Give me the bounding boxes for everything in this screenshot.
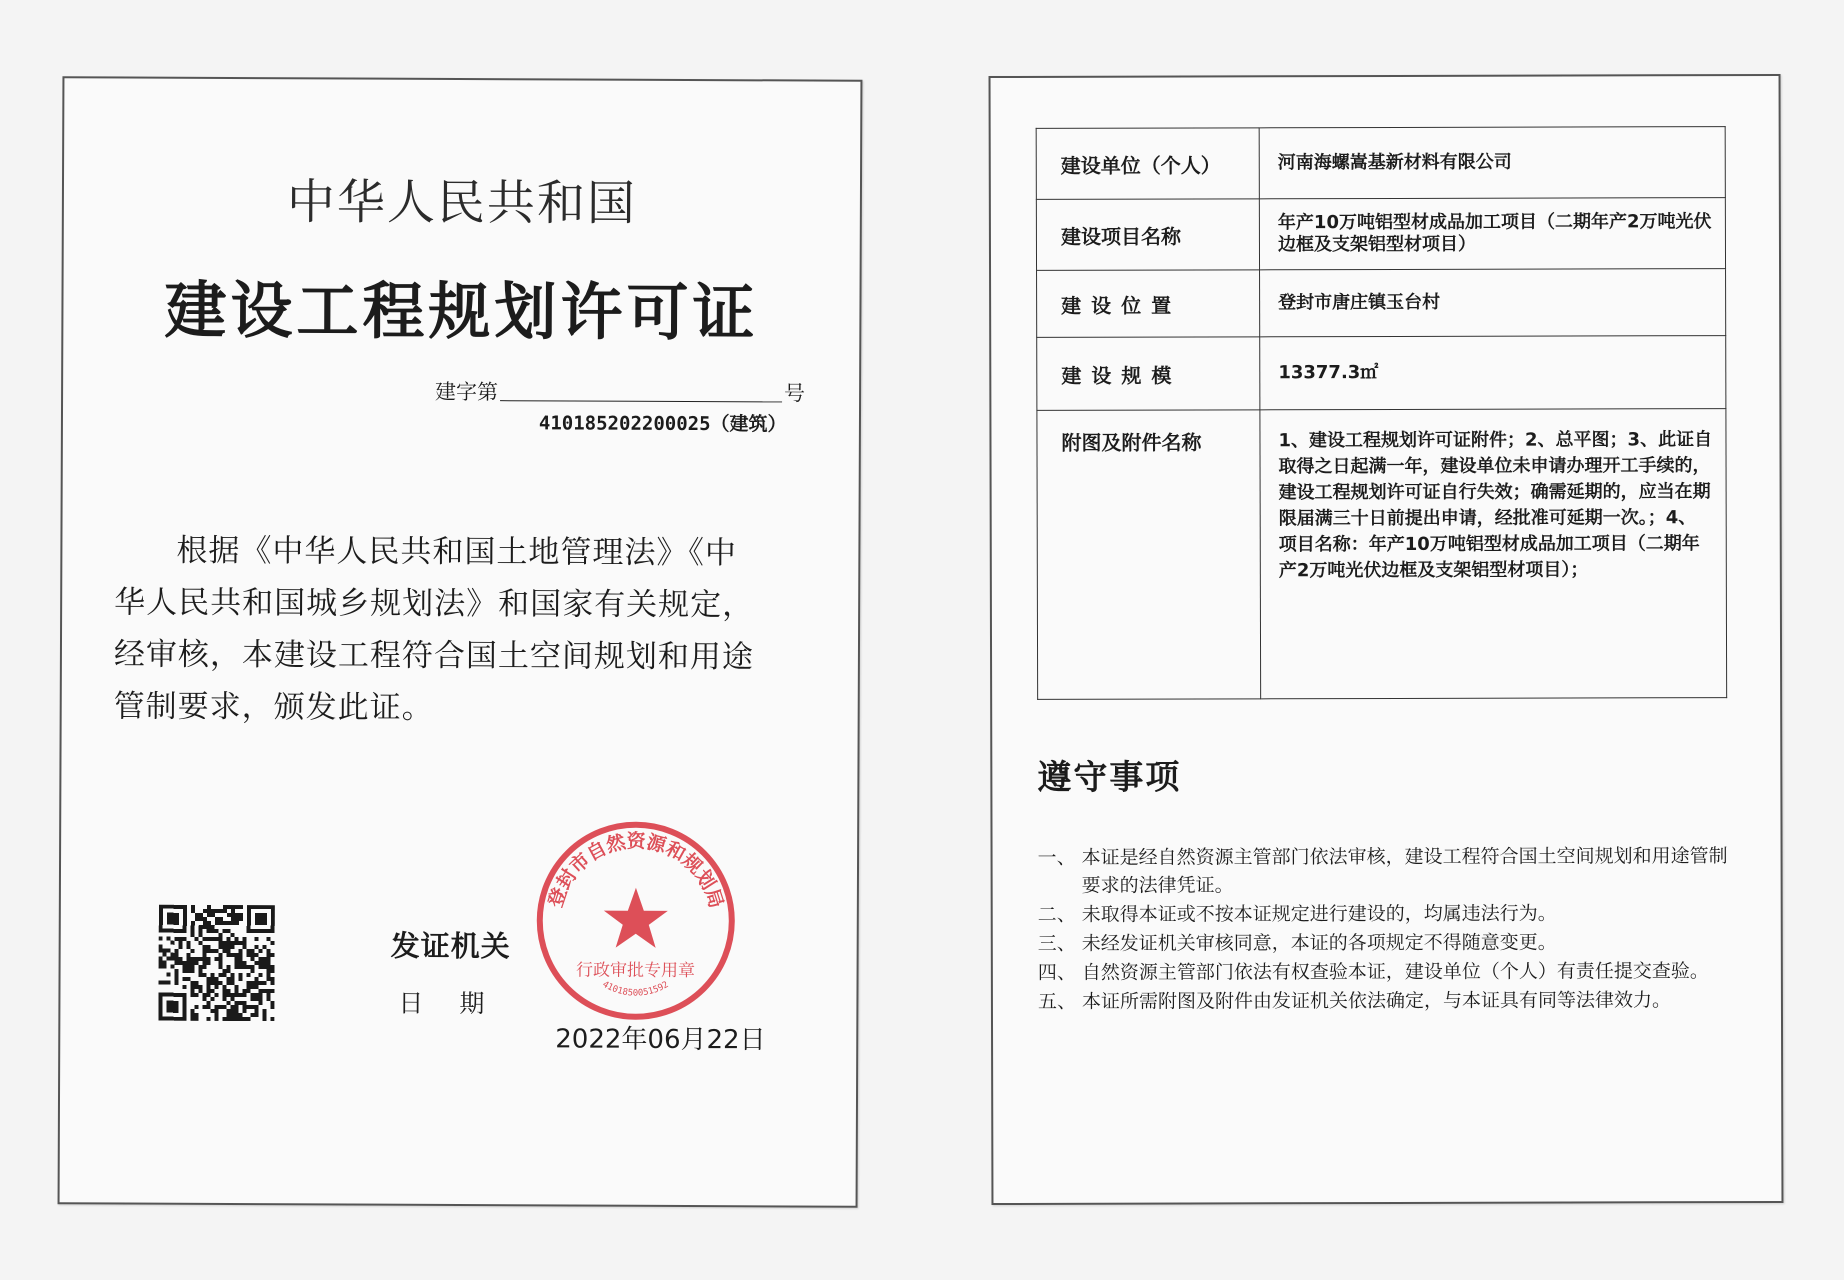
row-value: 1、建设工程规划许可证附件；2、总平图；3、此证自取得之日起满一年，建设单位未申请办理开工手续的，建设工程规划许可证自行失效；确需延期的，应当在期限届满三十日前提出申请，经批准可延期一次。；4、项目名称：年产10万吨铝型材成品加工项目（二期年产2万吨光伏边框及支架铝型材项目）；: [1260, 409, 1727, 699]
table-row: [1036, 127, 1725, 200]
project-info-table: [1036, 126, 1727, 700]
certificate-front-page: [58, 76, 863, 1207]
permit-number: 410185202200025（建筑）: [538, 412, 787, 436]
note-number: 一、: [1037, 846, 1076, 869]
seal-outer-text: 登封市自然资源和规划局: [544, 830, 728, 911]
note-number: 三、: [1037, 932, 1076, 955]
certificate-title: 建设工程规划许可证: [164, 273, 759, 350]
seal-inner-text: 行政审批专用章: [576, 960, 696, 982]
notes-title: 遵守事项: [1037, 757, 1182, 798]
row-value: 13377.3㎡: [1260, 336, 1726, 410]
seal-code: 4101850051592: [600, 979, 671, 999]
table-row: [1037, 336, 1726, 411]
body-line: 管制要求，颁发此证。: [113, 688, 434, 726]
note-number: 四、: [1037, 961, 1076, 984]
certificate-back-page: [989, 74, 1784, 1205]
list-item: [1038, 899, 1738, 929]
issue-date: 2022年06月22日: [555, 1024, 766, 1056]
body-line: 根据《中华人民共和国土地管理法》《中: [176, 532, 737, 572]
row-label: 建设规模: [1037, 337, 1260, 411]
list-item: [1038, 842, 1738, 900]
svg-text:4101850051592: [600, 980, 670, 999]
table-row: [1037, 269, 1726, 338]
note-text: 未取得本证或不按本证规定进行建设的，均属违法行为。: [1081, 902, 1557, 926]
list-item: [1038, 957, 1738, 987]
row-label: 建设位置: [1037, 270, 1260, 338]
row-label: 建设单位（个人）: [1036, 128, 1259, 200]
table-row: [1037, 409, 1727, 700]
list-item: [1038, 928, 1738, 958]
body-line: 经审核，本建设工程符合国土空间规划和用途: [113, 636, 755, 676]
note-text: 未经发证机关审核同意，本证的各项规定不得随意变更。: [1081, 931, 1557, 955]
note-number: 二、: [1037, 903, 1076, 926]
official-seal-icon: [530, 815, 741, 1026]
notes-list: [1038, 842, 1738, 1017]
permit-number-line: [435, 376, 805, 408]
note-text: 本证是经自然资源主管部门依法审核，建设工程符合国土空间规划和用途管制要求的法律凭证。: [1081, 845, 1728, 897]
permit-prefix: 建字第: [435, 379, 499, 405]
permit-number-blank: [500, 380, 782, 402]
permit-suffix: 号: [784, 381, 806, 406]
row-label: 附图及附件名称: [1037, 410, 1261, 700]
table-row: [1036, 198, 1725, 271]
row-value: 河南海螺嵩基新材料有限公司: [1259, 127, 1725, 199]
certificate-body-text: [114, 524, 815, 735]
body-line: 华人民共和国城乡规划法》和国家有关规定，: [114, 584, 755, 624]
country-heading: 中华人民共和国: [286, 174, 638, 232]
row-value: 年产10万吨铝型材成品加工项目（二期年产2万吨光伏边框及支架铝型材项目）: [1259, 198, 1725, 270]
date-label: 日期: [398, 988, 521, 1019]
note-number: 五、: [1037, 990, 1076, 1013]
note-text: 自然资源主管部门依法有权查验本证，建设单位（个人）有责任提交查验。: [1081, 960, 1709, 984]
row-value: 登封市唐庄镇玉台村: [1260, 269, 1726, 337]
list-item: [1038, 986, 1738, 1016]
seal-star-icon: [604, 888, 668, 948]
note-text: 本证所需附图及附件由发证机关依法确定，与本证具有同等法律效力。: [1081, 989, 1671, 1013]
qr-code-icon: [158, 905, 275, 1022]
row-label: 建设项目名称: [1036, 199, 1259, 271]
issuing-authority-label: 发证机关: [390, 928, 511, 964]
